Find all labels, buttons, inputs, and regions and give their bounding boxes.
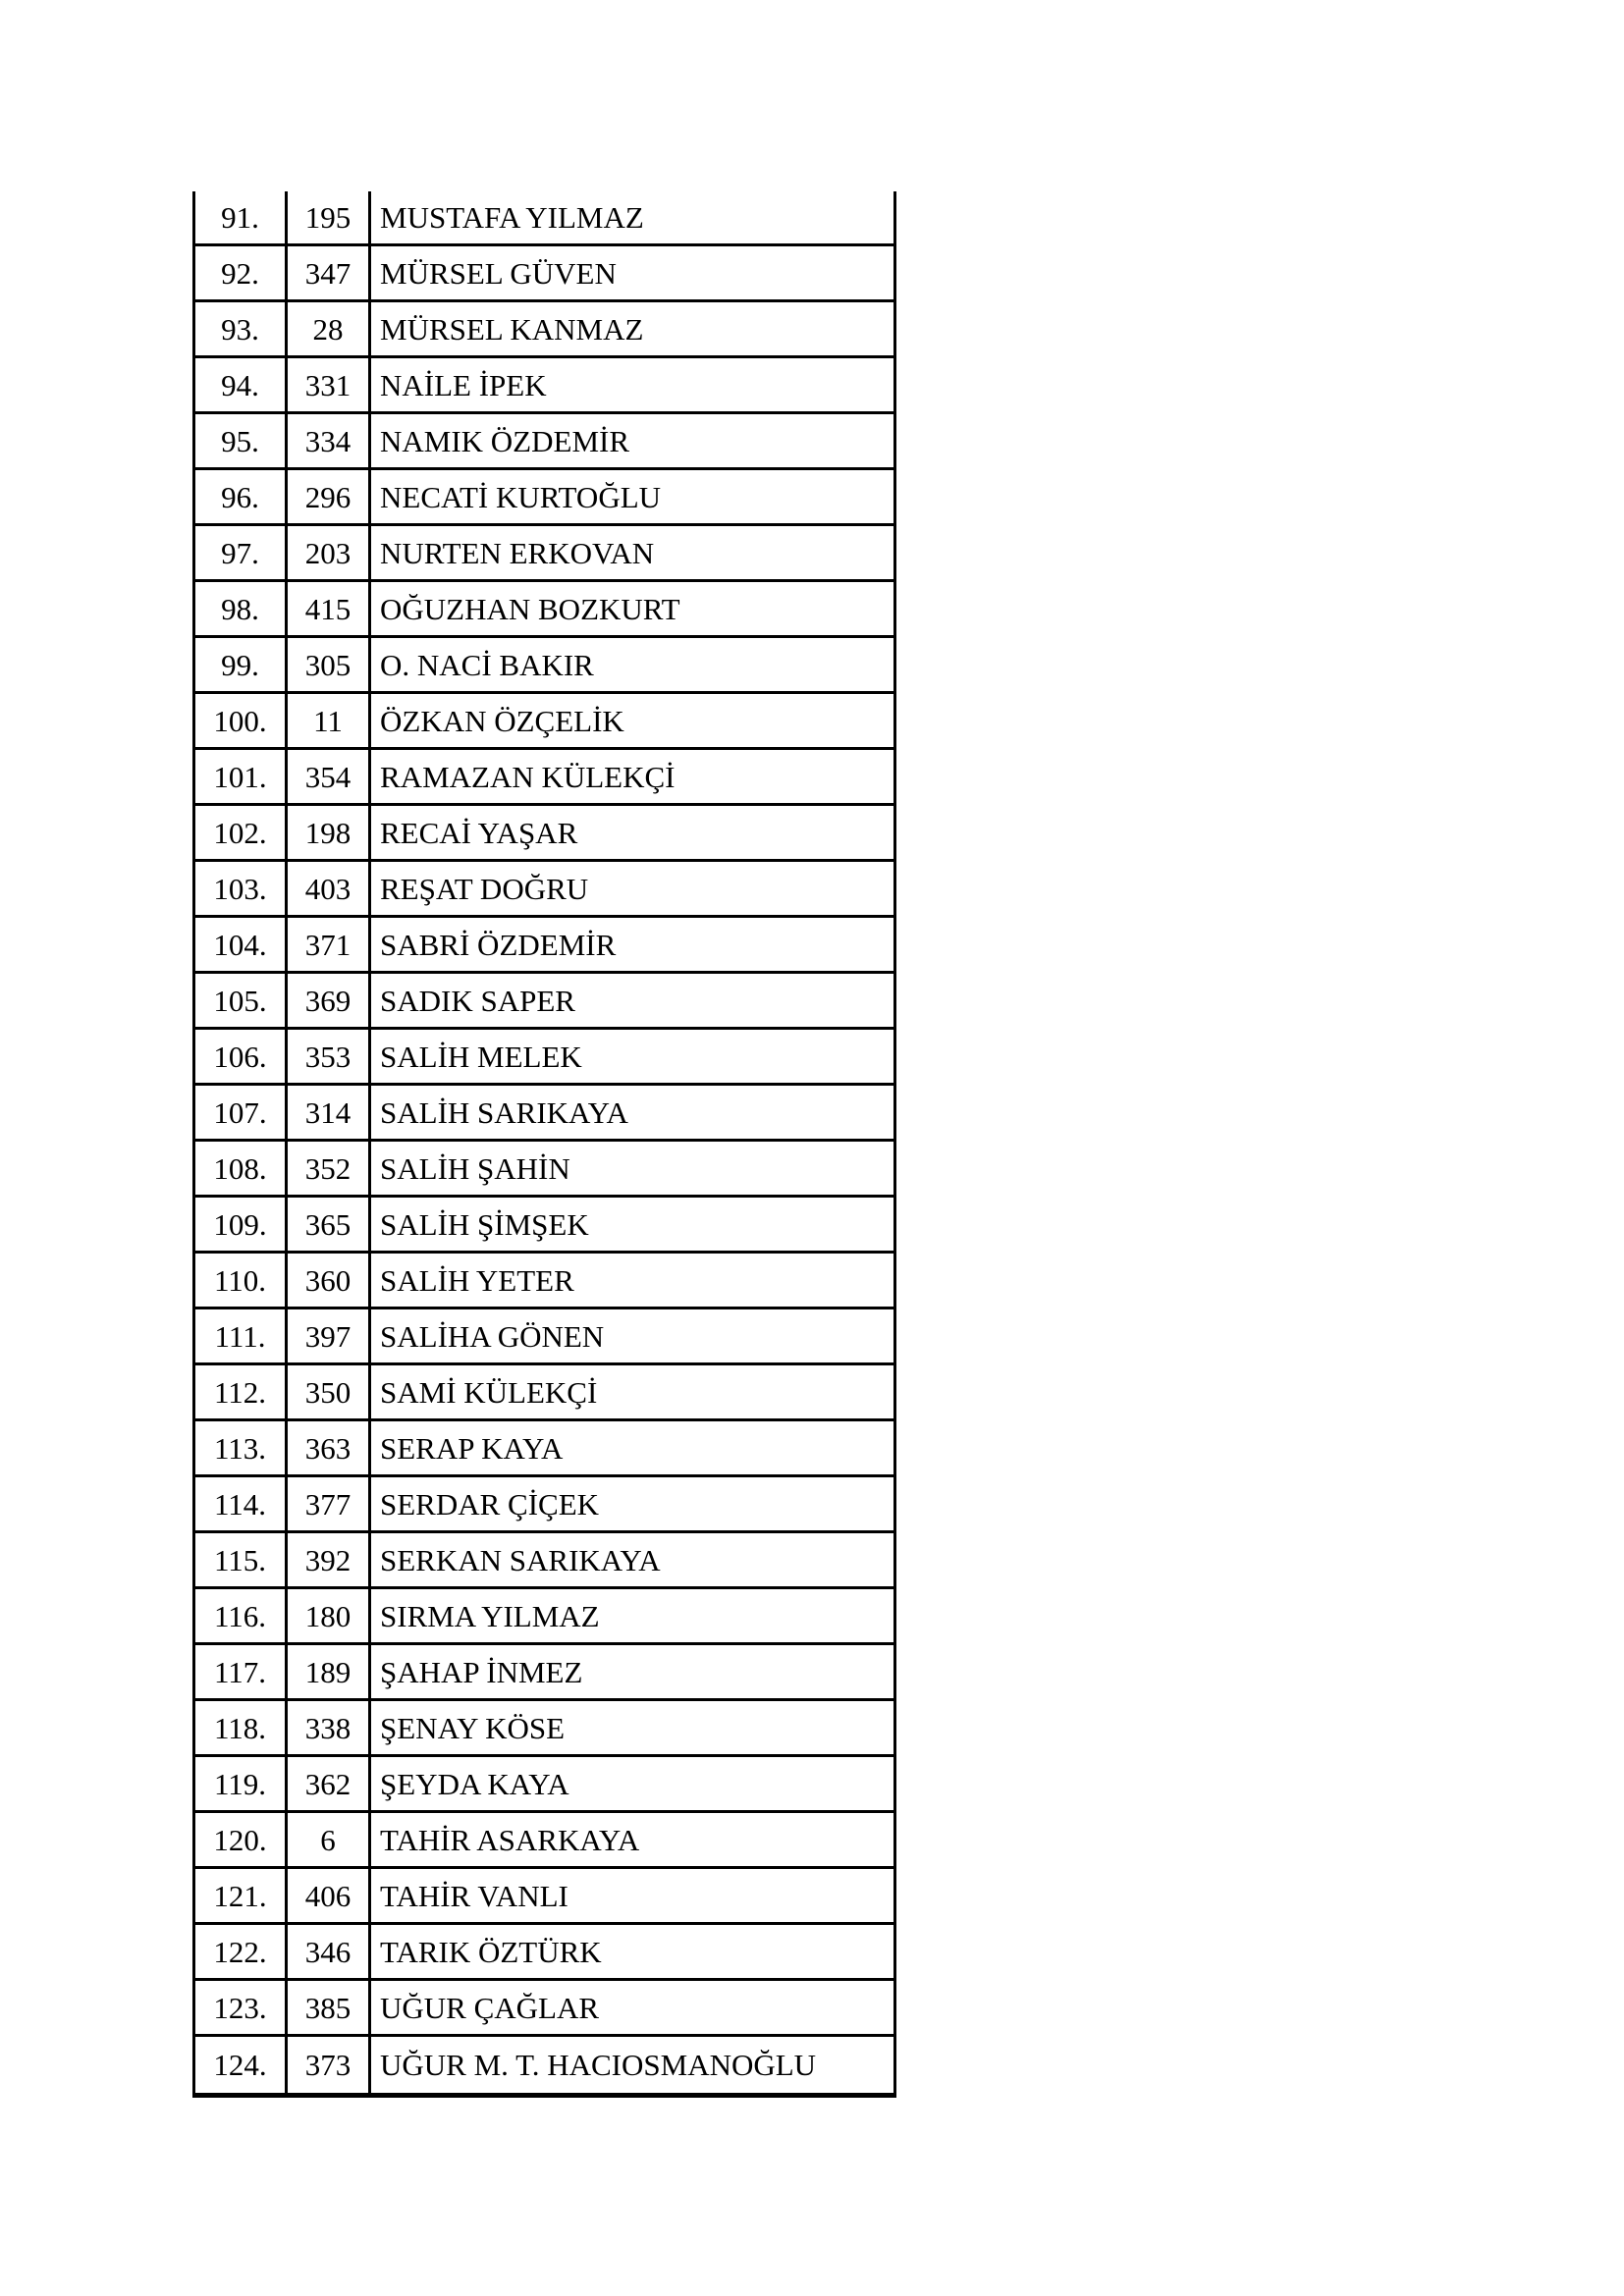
full-name-cell: SERDAR ÇİÇEK: [380, 1486, 600, 1522]
full-name-cell: NURTEN ERKOVAN: [380, 535, 655, 570]
row-number-cell: 111.: [195, 1309, 288, 1362]
row-number-cell: 97.: [195, 526, 288, 579]
ballot-number-cell: 415: [288, 582, 371, 635]
row-number-cell: 100.: [195, 694, 288, 747]
ballot-number-cell: 360: [288, 1254, 371, 1307]
row-number-cell: 113.: [195, 1421, 288, 1474]
ballot-number-cell: 180: [288, 1589, 371, 1642]
name-list-table: [192, 191, 896, 2098]
table-row: [195, 862, 893, 918]
table-row: [195, 2037, 893, 2093]
table-row: [195, 918, 893, 974]
ballot-number-cell: 403: [288, 862, 371, 915]
ballot-number-cell: 11: [288, 694, 371, 747]
full-name-cell: SALİH YETER: [380, 1262, 574, 1298]
ballot-number-cell: 362: [288, 1757, 371, 1810]
ballot-number-cell: 28: [288, 302, 371, 355]
full-name-cell: TAHİR VANLI: [380, 1878, 568, 1913]
row-number-cell: 124.: [195, 2037, 288, 2093]
full-name-cell: UĞUR M. T. HACIOSMANOĞLU: [380, 2048, 817, 2082]
row-number-cell: 95.: [195, 414, 288, 467]
full-name-cell: ŞENAY KÖSE: [380, 1710, 566, 1745]
row-number-cell: 91.: [195, 191, 288, 243]
row-number-cell: 121.: [195, 1869, 288, 1922]
ballot-number-cell: 363: [288, 1421, 371, 1474]
full-name-cell: SALİH SARIKAYA: [380, 1095, 628, 1130]
full-name-cell: TAHİR ASARKAYA: [380, 1822, 640, 1857]
full-name-cell: MUSTAFA YILMAZ: [380, 200, 644, 235]
table-row: [195, 1981, 893, 2037]
full-name-cell: UĞUR ÇAĞLAR: [380, 1990, 600, 2025]
table-row: [195, 638, 893, 694]
ballot-number-cell: 347: [288, 246, 371, 299]
ballot-number-cell: 314: [288, 1086, 371, 1139]
row-number-cell: 103.: [195, 862, 288, 915]
full-name-cell: TARIK ÖZTÜRK: [380, 1934, 602, 1969]
row-number-cell: 92.: [195, 246, 288, 299]
table-row: [195, 1254, 893, 1309]
ballot-number-cell: 377: [288, 1477, 371, 1530]
table-row: [195, 191, 893, 246]
table-row: [195, 1142, 893, 1198]
ballot-number-cell: 338: [288, 1701, 371, 1754]
ballot-number-cell: 350: [288, 1365, 371, 1418]
row-number-cell: 102.: [195, 806, 288, 859]
full-name-cell: ÖZKAN ÖZÇELİK: [380, 703, 624, 738]
ballot-number-cell: 296: [288, 470, 371, 523]
table-row: [195, 1813, 893, 1869]
row-number-cell: 96.: [195, 470, 288, 523]
row-number-cell: 122.: [195, 1925, 288, 1978]
row-number-cell: 119.: [195, 1757, 288, 1810]
row-number-cell: 101.: [195, 750, 288, 803]
row-number-cell: 112.: [195, 1365, 288, 1418]
ballot-number-cell: 373: [288, 2037, 371, 2093]
full-name-cell: RECAİ YAŞAR: [380, 815, 578, 850]
full-name-cell: OĞUZHAN BOZKURT: [380, 591, 680, 626]
full-name-cell: SADIK SAPER: [380, 983, 575, 1018]
row-number-cell: 116.: [195, 1589, 288, 1642]
ballot-number-cell: 334: [288, 414, 371, 467]
row-number-cell: 93.: [195, 302, 288, 355]
table-row: [195, 582, 893, 638]
ballot-number-cell: 346: [288, 1925, 371, 1978]
ballot-number-cell: 397: [288, 1309, 371, 1362]
ballot-number-cell: 392: [288, 1533, 371, 1586]
ballot-number-cell: 369: [288, 974, 371, 1027]
row-number-cell: 94.: [195, 358, 288, 411]
full-name-cell: SAMİ KÜLEKÇİ: [380, 1374, 598, 1410]
table-row: [195, 1198, 893, 1254]
table-row: [195, 526, 893, 582]
full-name-cell: RAMAZAN KÜLEKÇİ: [380, 759, 676, 794]
table-row: [195, 1701, 893, 1757]
table-row: [195, 1645, 893, 1701]
full-name-cell: SIRMA YILMAZ: [380, 1598, 600, 1633]
full-name-cell: SALİH MELEK: [380, 1039, 582, 1074]
table-row: [195, 1869, 893, 1925]
row-number-cell: 108.: [195, 1142, 288, 1195]
table-row: [195, 358, 893, 414]
table-row: [195, 1421, 893, 1477]
full-name-cell: ŞAHAP İNMEZ: [380, 1654, 583, 1689]
table-row: [195, 974, 893, 1030]
full-name-cell: MÜRSEL KANMAZ: [380, 311, 644, 347]
table-row: [195, 1477, 893, 1533]
full-name-cell: SALİHA GÖNEN: [380, 1318, 605, 1354]
table-row: [195, 1533, 893, 1589]
ballot-number-cell: 353: [288, 1030, 371, 1083]
table-row: [195, 750, 893, 806]
row-number-cell: 123.: [195, 1981, 288, 2034]
full-name-cell: MÜRSEL GÜVEN: [380, 255, 617, 291]
row-number-cell: 104.: [195, 918, 288, 971]
table-row: [195, 1589, 893, 1645]
table-row: [195, 470, 893, 526]
full-name-cell: SABRİ ÖZDEMİR: [380, 927, 617, 962]
ballot-number-cell: 189: [288, 1645, 371, 1698]
full-name-cell: O. NACİ BAKIR: [380, 647, 594, 682]
row-number-cell: 107.: [195, 1086, 288, 1139]
table-row: [195, 414, 893, 470]
row-number-cell: 110.: [195, 1254, 288, 1307]
full-name-cell: ŞEYDA KAYA: [380, 1766, 569, 1801]
ballot-number-cell: 6: [288, 1813, 371, 1866]
table-row: [195, 1030, 893, 1086]
ballot-number-cell: 365: [288, 1198, 371, 1251]
row-number-cell: 109.: [195, 1198, 288, 1251]
ballot-number-cell: 198: [288, 806, 371, 859]
full-name-cell: SALİH ŞAHİN: [380, 1150, 570, 1186]
full-name-cell: NECATİ KURTOĞLU: [380, 479, 662, 514]
ballot-number-cell: 354: [288, 750, 371, 803]
ballot-number-cell: 385: [288, 1981, 371, 2034]
ballot-number-cell: 406: [288, 1869, 371, 1922]
full-name-cell: NAİLE İPEK: [380, 367, 547, 402]
table-row: [195, 1309, 893, 1365]
table-row: [195, 694, 893, 750]
row-number-cell: 118.: [195, 1701, 288, 1754]
ballot-number-cell: 352: [288, 1142, 371, 1195]
row-number-cell: 115.: [195, 1533, 288, 1586]
row-number-cell: 98.: [195, 582, 288, 635]
table-row: [195, 1925, 893, 1981]
full-name-cell: SERAP KAYA: [380, 1430, 564, 1466]
table-row: [195, 1365, 893, 1421]
row-number-cell: 99.: [195, 638, 288, 691]
ballot-number-cell: 203: [288, 526, 371, 579]
row-number-cell: 114.: [195, 1477, 288, 1530]
row-number-cell: 120.: [195, 1813, 288, 1866]
ballot-number-cell: 305: [288, 638, 371, 691]
ballot-number-cell: 371: [288, 918, 371, 971]
full-name-cell: REŞAT DOĞRU: [380, 871, 589, 906]
full-name-cell: SALİH ŞİMŞEK: [380, 1206, 589, 1242]
table-row: [195, 1757, 893, 1813]
full-name-cell: SERKAN SARIKAYA: [380, 1542, 661, 1577]
ballot-number-cell: 331: [288, 358, 371, 411]
full-name-cell: NAMIK ÖZDEMİR: [380, 423, 630, 458]
row-number-cell: 105.: [195, 974, 288, 1027]
table-row: [195, 806, 893, 862]
table-row: [195, 1086, 893, 1142]
table-row: [195, 302, 893, 358]
row-number-cell: 106.: [195, 1030, 288, 1083]
row-number-cell: 117.: [195, 1645, 288, 1698]
ballot-number-cell: 195: [288, 191, 371, 243]
table-row: [195, 246, 893, 302]
